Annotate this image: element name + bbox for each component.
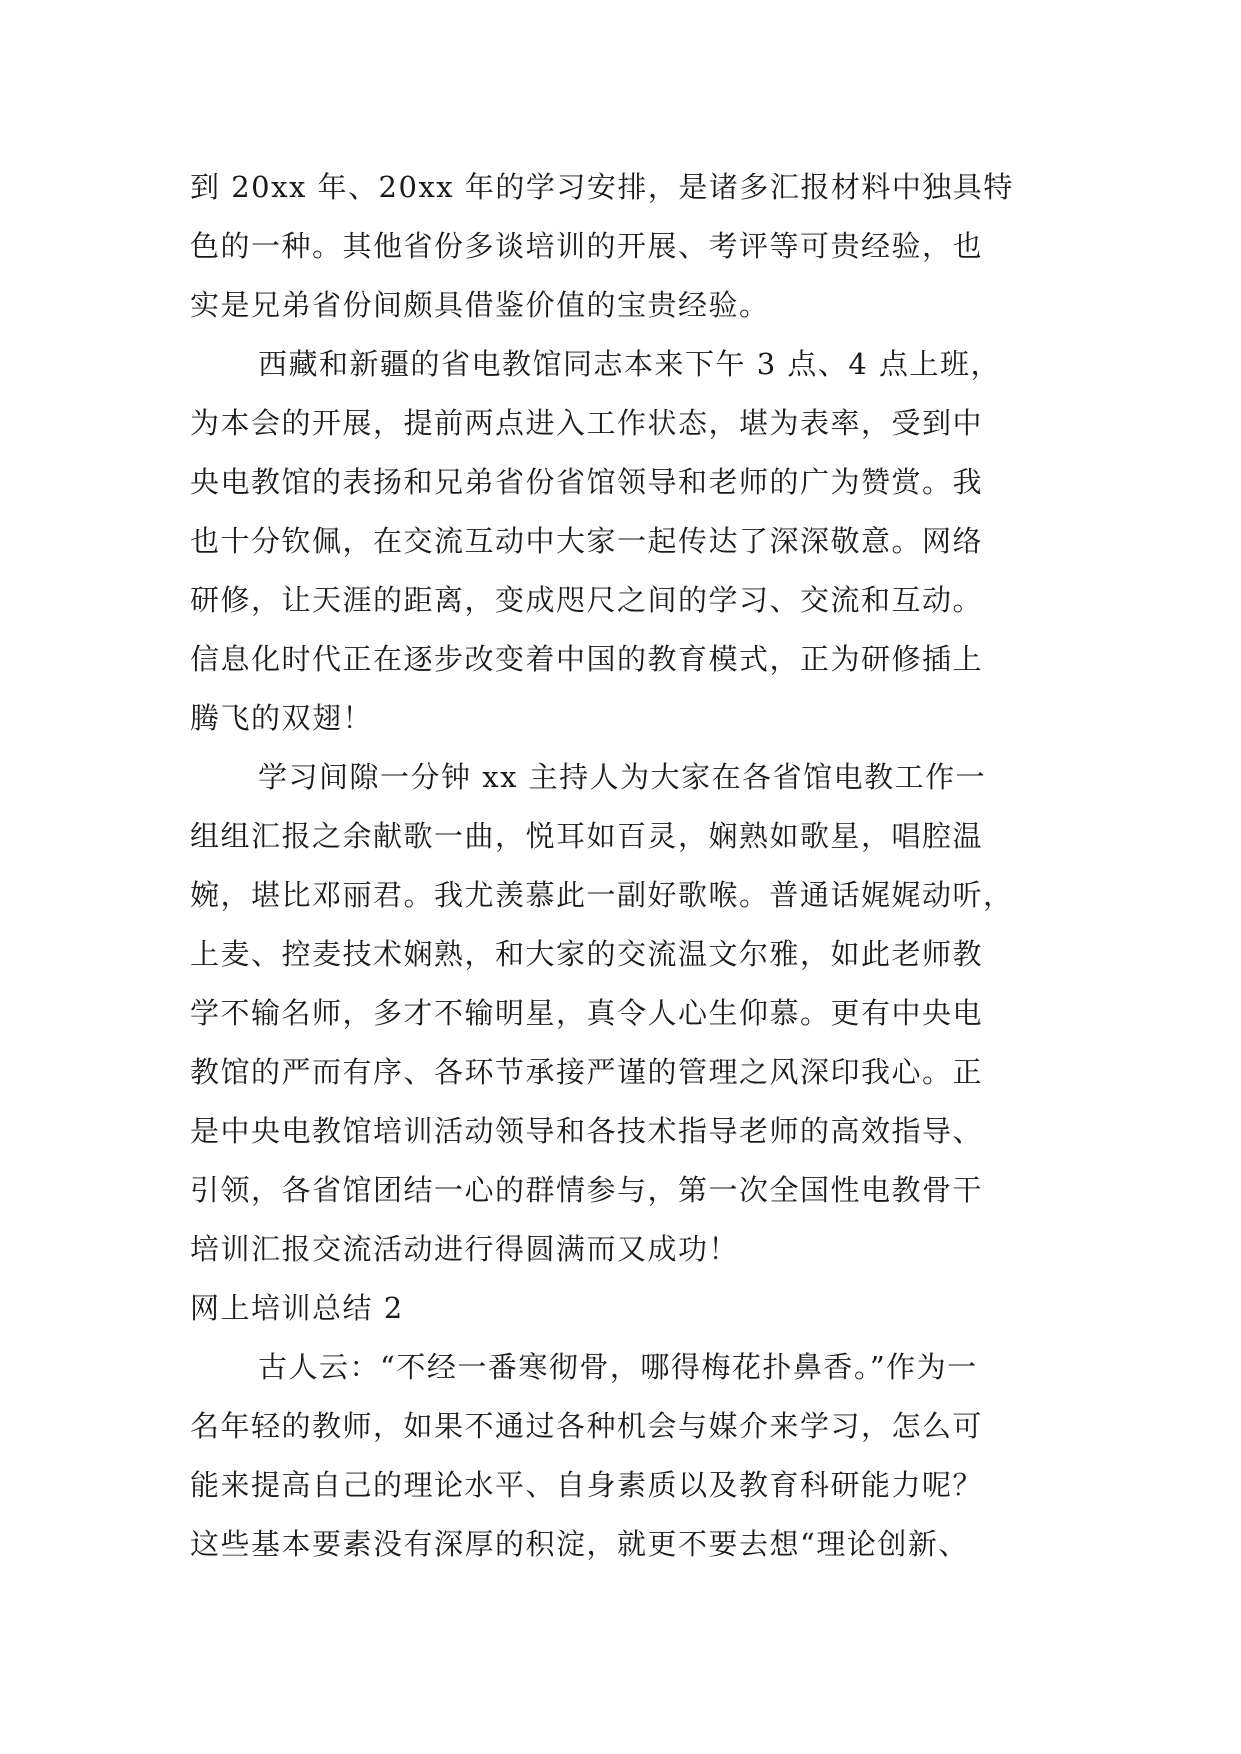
text-line: 培训汇报交流活动进行得圆满而又成功！ xyxy=(190,1232,740,1266)
text-line: 能来提高自己的理论水平、自身素质以及教育科研能力呢？ xyxy=(190,1468,984,1502)
text-line: 上麦、控麦技术娴熟，和大家的交流温文尔雅，如此老师教 xyxy=(190,937,984,971)
text-line: 信息化时代正在逐步改变着中国的教育模式，正为研修插上 xyxy=(190,642,984,676)
text-line: 名年轻的教师，如果不通过各种机会与媒介来学习，怎么可 xyxy=(190,1409,984,1443)
text-line: 到 20xx 年、20xx 年的学习安排，是诸多汇报材料中独具特 xyxy=(190,170,1014,204)
text-line: 古人云：“不经一番寒彻骨，哪得梅花扑鼻香。”作为一 xyxy=(258,1350,978,1384)
text-line: 研修，让天涯的距离，变成咫尺之间的学习、交流和互动。 xyxy=(190,583,984,617)
text-line: 婉，堪比邓丽君。我尤羡慕此一副好歌喉。普通话娓娓动听， xyxy=(190,878,1014,912)
text-line: 组组汇报之余献歌一曲，悦耳如百灵，娴熟如歌星，唱腔温 xyxy=(190,819,984,853)
text-line: 实是兄弟省份间颇具借鉴价值的宝贵经验。 xyxy=(190,288,770,322)
text-line: 为本会的开展，提前两点进入工作状态，堪为表率，受到中 xyxy=(190,406,984,440)
text-line: 这些基本要素没有深厚的积淀，就更不要去想“理论创新、 xyxy=(190,1527,969,1561)
text-line: 教馆的严而有序、各环节承接严谨的管理之风深印我心。正 xyxy=(190,1055,984,1089)
document-body xyxy=(190,158,1070,1574)
text-line: 学不输名师，多才不输明星，真令人心生仰慕。更有中央电 xyxy=(190,996,984,1030)
text-line: 也十分钦佩，在交流互动中大家一起传达了深深敬意。网络 xyxy=(190,524,984,558)
text-line: 央电教馆的表扬和兄弟省份省馆领导和老师的广为赞赏。我 xyxy=(190,465,984,499)
text-line: 色的一种。其他省份多谈培训的开展、考评等可贵经验，也 xyxy=(190,229,984,263)
text-line: 学习间隙一分钟 xx 主持人为大家在各省馆电教工作一 xyxy=(258,760,987,794)
text-line: 西藏和新疆的省电教馆同志本来下午 3 点、4 点上班， xyxy=(258,347,1002,381)
text-line: 腾飞的双翅！ xyxy=(190,701,374,735)
text-line: 是中央电教馆培训活动领导和各技术指导老师的高效指导、 xyxy=(190,1114,984,1148)
text-line: 引领，各省馆团结一心的群情参与，第一次全国性电教骨干 xyxy=(190,1173,984,1207)
section-heading: 网上培训总结 2 xyxy=(190,1291,404,1325)
